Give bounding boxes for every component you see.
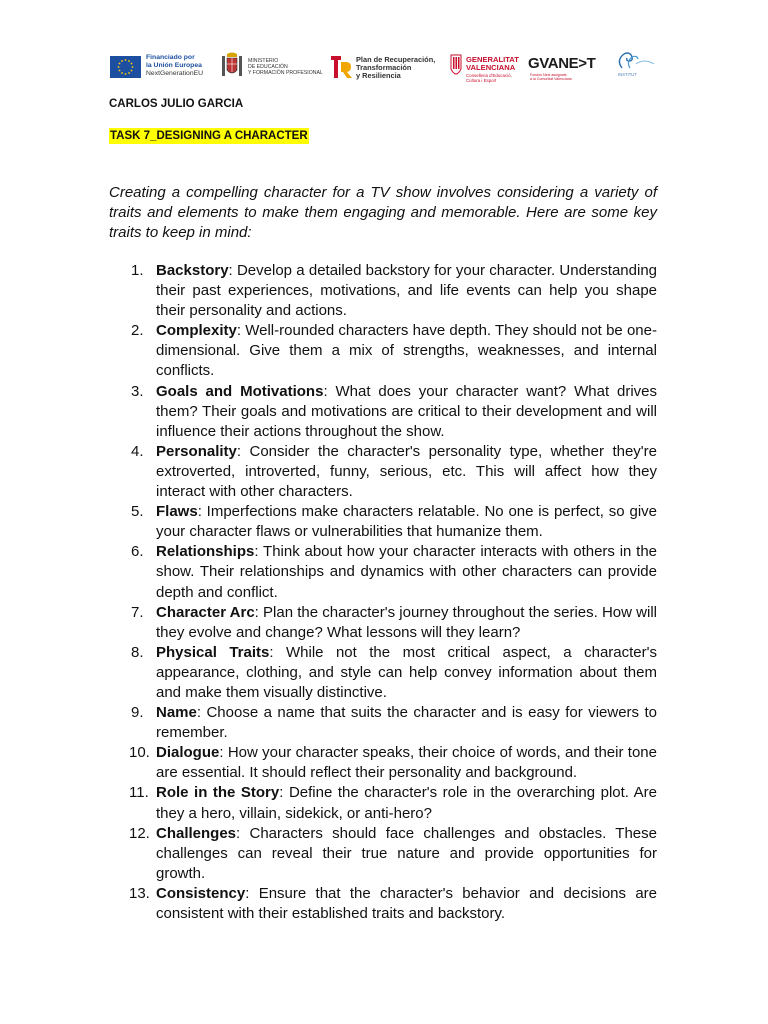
generalitat-text (466, 56, 519, 83)
trait-number: 11. (129, 784, 149, 802)
trait-item (109, 824, 657, 884)
wave-logo-icon (616, 50, 656, 72)
trait-name: Role in the Story (156, 784, 280, 802)
generalitat-logo (450, 50, 528, 84)
trait-description: : Well-rounded characters have depth. They should not be one-dimensional. Give them a mix of strengths, weaknesses, and internal conflicts. (156, 322, 657, 380)
trait-item (109, 261, 657, 321)
trait-description: : Develop a detailed backstory for your character. Understanding their past experiences, motivations, and life events can help you shape their personality and actions. (156, 262, 657, 320)
trait-number: 6. (131, 543, 144, 561)
plan-recuperacion-logo (330, 50, 440, 84)
trait-number: 4. (131, 442, 144, 460)
institut-logo (616, 50, 660, 84)
eu-logo (110, 50, 210, 84)
trait-name: Character Arc (156, 603, 255, 621)
eu-logo-line2: la Unión Europea (146, 62, 202, 69)
trait-item (109, 502, 657, 542)
funding-logos (108, 50, 660, 84)
trait-item (109, 884, 657, 924)
trait-number: 2. (131, 322, 144, 340)
eu-flag-icon (110, 56, 141, 78)
generalitat-shield-icon (450, 54, 462, 80)
plan-line2: Transformación (356, 63, 412, 73)
trait-name: Consistency (156, 884, 246, 902)
trait-item (109, 703, 657, 743)
trait-item (109, 321, 657, 381)
trait-number: 8. (131, 643, 144, 661)
ministerio-line1: MINISTERIO (248, 58, 279, 64)
trait-name: Complexity (156, 322, 237, 340)
trait-item (109, 382, 657, 442)
plan-recuperacion-text (356, 56, 435, 81)
generalitat-line1: GENERALITAT (466, 55, 519, 64)
trait-item (109, 643, 657, 703)
ministerio-line2: DE EDUCACIÓN (248, 64, 288, 70)
trait-name: Goals and Motivations (156, 382, 324, 400)
gvanext-wordmark: GVANE>T (528, 55, 596, 72)
trait-name: Challenges (156, 824, 237, 842)
trait-description: : Choose a name that suits the character and is easy for viewers to remember. (156, 704, 657, 742)
trait-name: Physical Traits (156, 643, 270, 661)
trait-description: : Define the character's role in the overarching plot. Are they a hero, villain, sidekick, or anti-hero? (156, 784, 657, 822)
trait-item (109, 542, 657, 602)
trait-description: : Plan the character's journey throughout the series. How will they evolve and change? What lessons will they learn? (156, 603, 657, 641)
coat-of-arms-icon (220, 52, 244, 82)
tr-logo-icon (330, 54, 352, 80)
institut-text: INSTITUT (618, 72, 637, 77)
trait-number: 5. (131, 503, 144, 521)
trait-number: 9. (131, 704, 144, 722)
trait-name: Flaws (156, 503, 198, 521)
generalitat-line4: Cultura i Esport (466, 77, 497, 83)
trait-number: 7. (131, 603, 144, 621)
traits-list (109, 261, 657, 924)
plan-line1: Plan de Recuperación, (356, 55, 436, 64)
ministerio-logo (220, 50, 323, 84)
trait-description: : While not the most critical aspect, a character's appearance, clothing, and style can help convey information about them and make them visually distinctive. (156, 643, 657, 701)
trait-number: 3. (131, 382, 144, 400)
generalitat-line2: VALENCIANA (466, 63, 516, 73)
trait-description: : Characters should face challenges and obstacles. These challenges can reveal their true nature and provide opportunities for growth. (156, 824, 657, 882)
task-title: TASK 7_DESIGNING A CHARACTER (110, 130, 308, 142)
gvanext-subtitle (530, 73, 572, 81)
ministerio-line3: Y FORMACIÓN PROFESIONAL (248, 70, 323, 76)
trait-description: : Think about how your character interacts with others in the show. Their relationships and dynamics with other characters can provide depth and conflict. (156, 543, 657, 601)
eu-logo-text (146, 54, 203, 78)
trait-item (109, 603, 657, 643)
eu-logo-line1: Financiado por (146, 54, 195, 61)
trait-name: Personality (156, 442, 237, 460)
trait-description: : Consider the character's personality type, whether they're extroverted, introverted, funny, serious, etc. This will affect how they interact with other characters. (156, 442, 657, 501)
trait-item (109, 743, 657, 783)
trait-item (109, 783, 657, 823)
trait-number: 10. (129, 744, 150, 762)
trait-number: 12. (129, 824, 150, 842)
trait-description: : What does your character want? What drives them? Their goals and motivations are critical to their development and will influence their actions throughout the show. (156, 382, 657, 440)
trait-description: : Ensure that the character's behavior and decisions are consistent with their established traits and backstory. (156, 884, 657, 922)
eu-logo-line3: NextGenerationEU (146, 70, 204, 77)
trait-item (109, 442, 657, 502)
trait-name: Backstory (156, 262, 229, 279)
ministerio-text (248, 58, 323, 76)
trait-name: Relationships (156, 543, 255, 561)
gvanext-line2: a la Comunitat Valenciana (530, 77, 572, 81)
trait-name: Name (156, 704, 197, 722)
generalitat-line3: Conselleria d'Educació, (466, 72, 512, 78)
gvanext-logo (528, 50, 610, 84)
trait-description: : Imperfections make characters relatable. No one is perfect, so give your character flaws or vulnerabilities that humanize them. (156, 503, 657, 541)
plan-line3: y Resiliencia (356, 71, 401, 81)
trait-number: 13. (129, 884, 150, 902)
trait-name: Dialogue (156, 744, 220, 762)
author-name: CARLOS JULIO GARCIA (109, 98, 244, 110)
intro-paragraph: Creating a compelling character for a TV show involves considering a variety of traits and elements to make them engaging and memorable. Here are some key traits to keep in mind: (109, 184, 657, 242)
trait-number: 1. (131, 262, 144, 279)
gvanext-line1: Fondos Next assignats (530, 73, 567, 77)
trait-description: : How your character speaks, their choice of words, and their tone are essential. It should reflect their personality and background. (156, 744, 657, 782)
